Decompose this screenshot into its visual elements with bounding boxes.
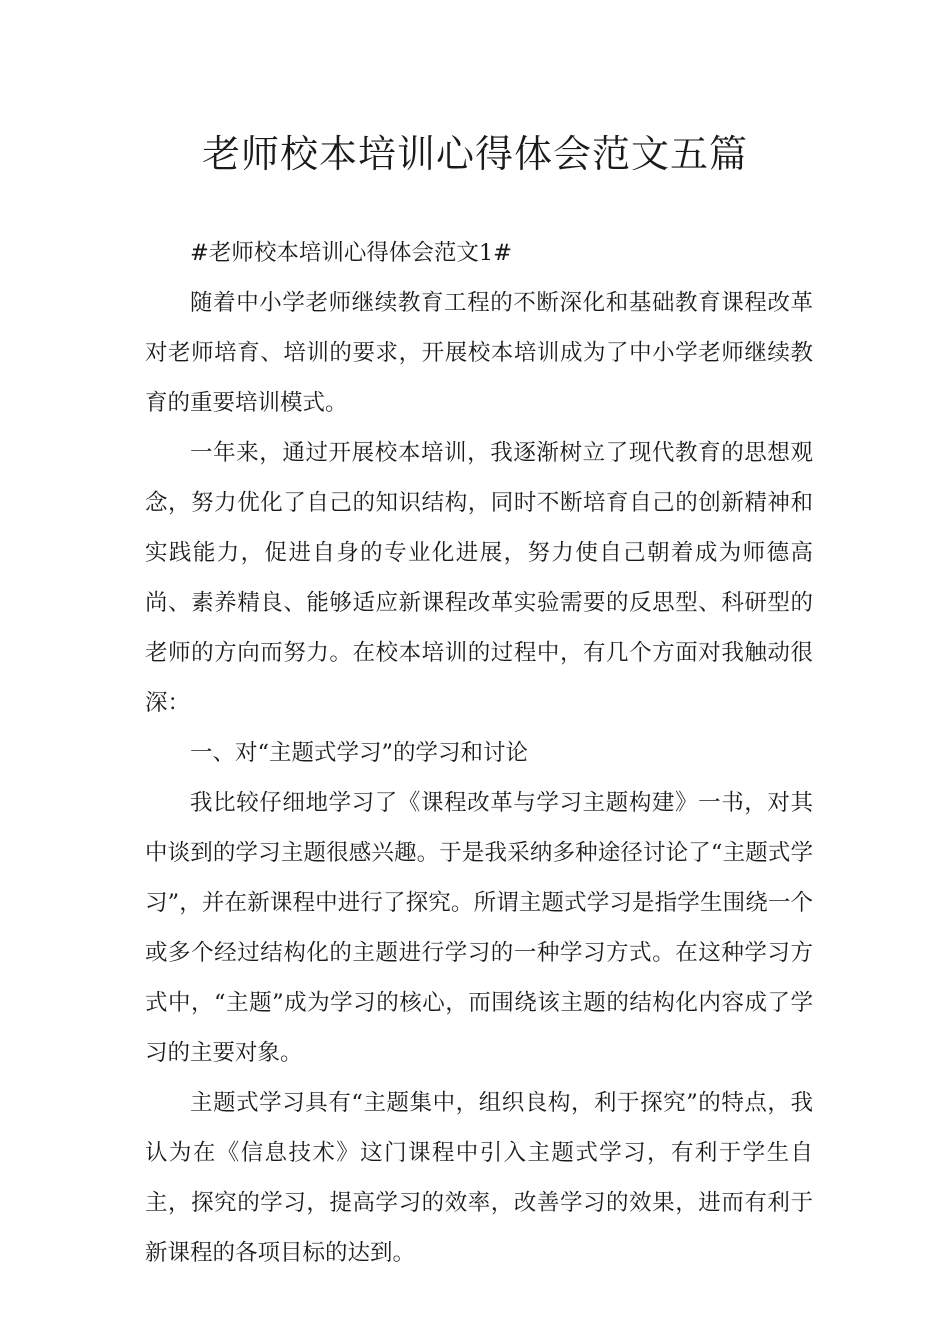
paragraph: 随着中小学老师继续教育工程的不断深化和基础教育课程改革对老师培育、培训的要求，开展校本培训成为了中小学老师继续教育的重要培训模式。 [145, 290, 813, 416]
paragraph: 主题式学习具有“主题集中，组织良构，利于探究”的特点，我认为在《信息技术》这门课程中引入主题式学习，有利于学生自主，探究的学习，提高学习的效率，改善学习的效果，进而有利于新课程的各项目标的达到。 [145, 1090, 813, 1266]
paragraph: 一年来，通过开展校本培训，我逐渐树立了现代教育的思想观念，努力优化了自己的知识结构，同时不断培育自己的创新精神和实践能力，促进自身的专业化进展，努力使自己朝着成为师德高尚、素养精良、能够适应新课程改革实验需要的反思型、科研型的老师的方向而努力。在校本培训的过程中，有几个方面对我触动很深： [145, 440, 813, 716]
section-heading: #老师校本培训心得体会范文1# [190, 240, 513, 266]
document-title: 老师校本培训心得体会范文五篇 [201, 132, 748, 176]
paragraph: 我比较仔细地学习了《课程改革与学习主题构建》一书，对其中谈到的学习主题很感兴趣。于是我采纳多种途径讨论了“主题式学习”，并在新课程中进行了探究。所谓主题式学习是指学生围绕一个或多个经过结构化的主题进行学习的一种学习方式。在这种学习方式中，“主题”成为学习的核心，而围绕该主题的结构化内容成了学习的主要对象。 [145, 790, 813, 1066]
subsection-heading: 一、对“主题式学习”的学习和讨论 [190, 740, 529, 766]
document-body [145, 228, 813, 1278]
